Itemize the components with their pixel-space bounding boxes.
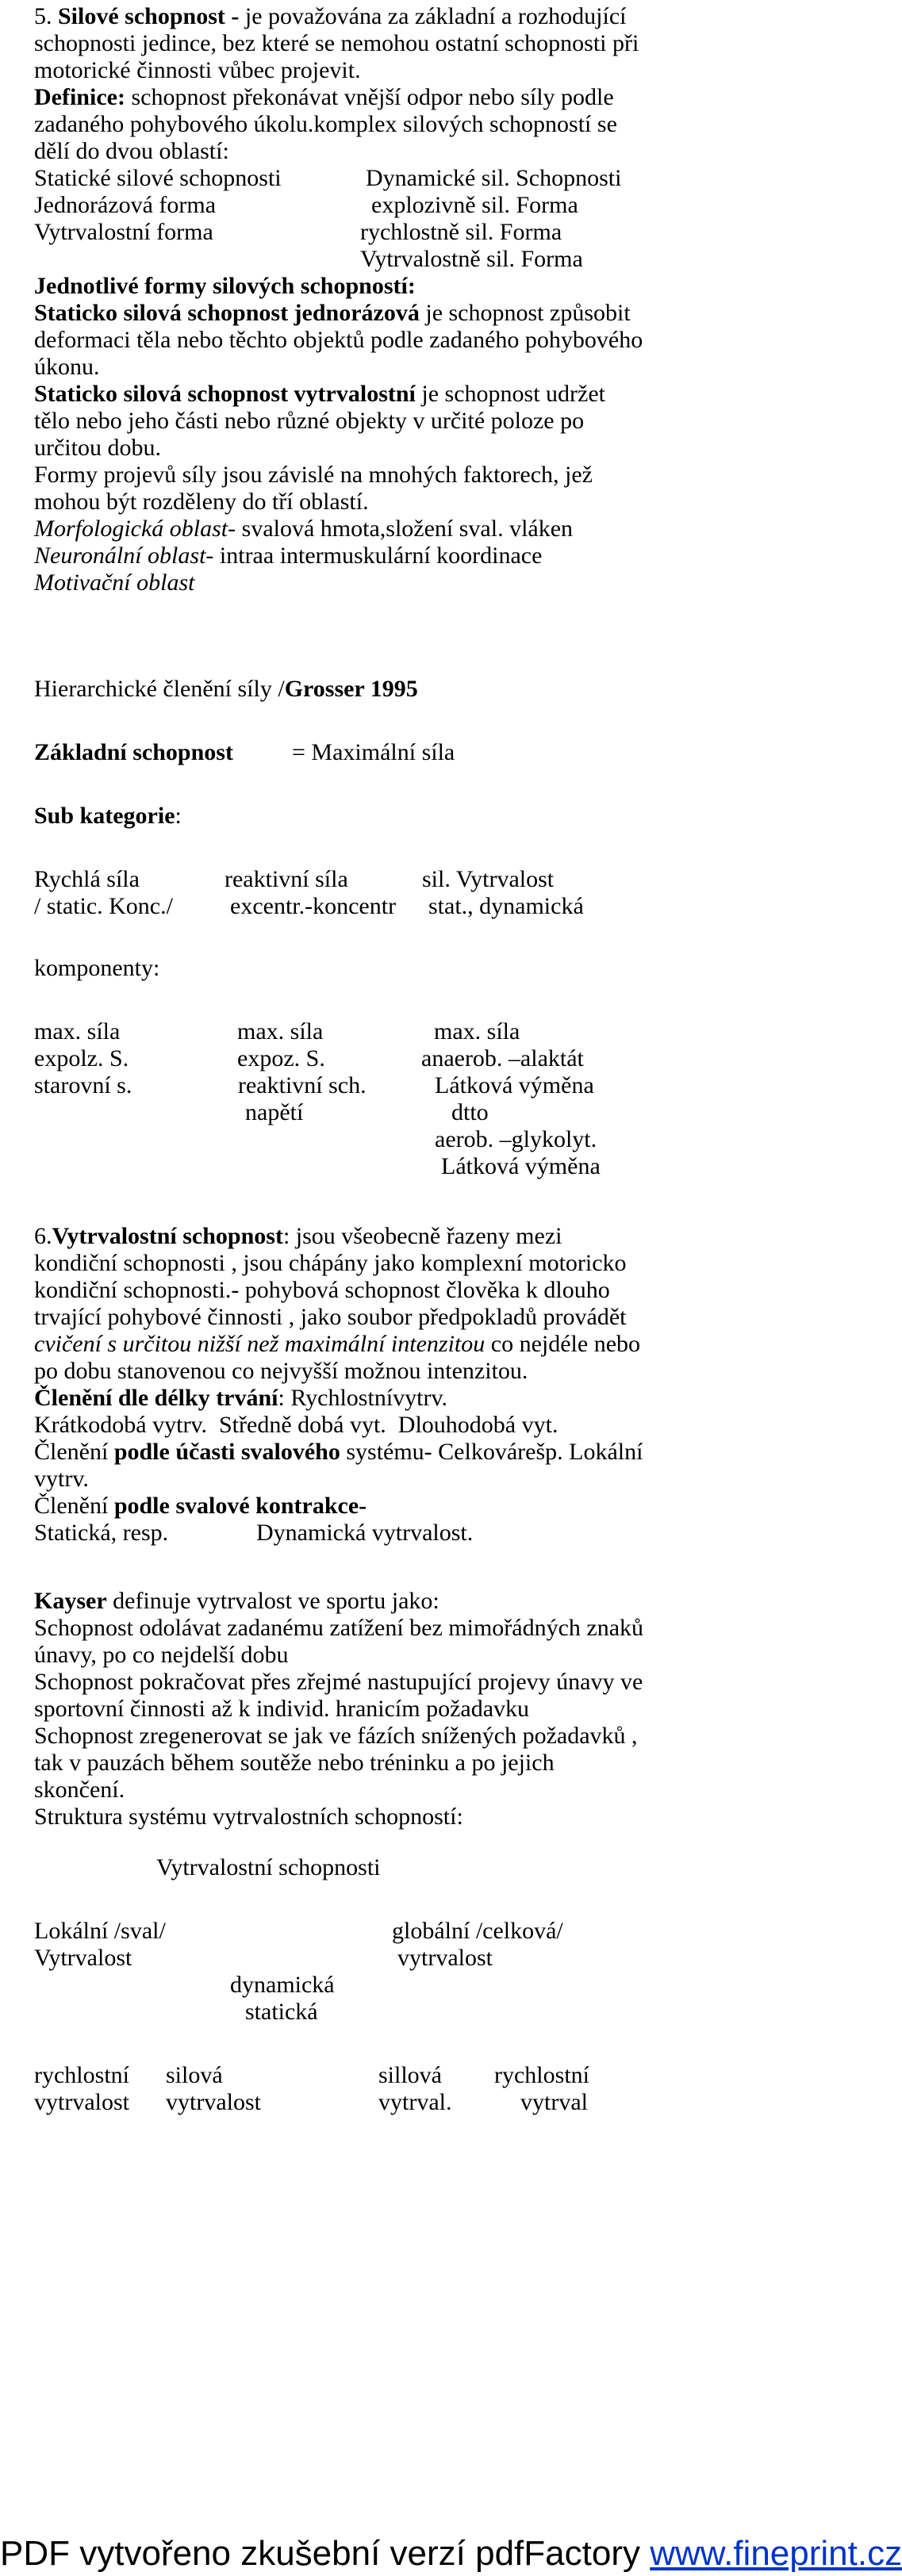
tree-node: statická (245, 1999, 318, 2025)
text-line: cvičení s určitou nižší než maximální intenzitou co nejdéle nebo (34, 1331, 641, 1357)
components-label: komponenty: (34, 955, 160, 981)
area-line: Neuronální oblast- intraa intermuskulární koordinace (34, 542, 543, 569)
basic-value: = Maximální síla (292, 739, 455, 765)
component-row (34, 1072, 732, 1099)
tree-node: dynamická (230, 1972, 335, 1998)
text-line: Krátkodobá vytrv. Středně dobá vyt. Dlouhodobá vyt. (34, 1412, 558, 1438)
text-line: Formy projevů síly jsou závislé na mnohých faktorech, jež (34, 462, 593, 488)
footer-link[interactable]: www.fineprint.cz (650, 2534, 902, 2573)
component-row (34, 1126, 732, 1153)
table-cell: Vytrvalostní forma (34, 219, 213, 245)
table-cell: Statická, resp. (34, 1520, 169, 1546)
text-line: deformaci těla nebo těchto objektů podle zadaného pohybového (34, 327, 643, 353)
tree-node: sillová (378, 2062, 442, 2088)
footer-text: PDF vytvořeno zkušební verzí pdfFactory (0, 2534, 651, 2573)
table-cell: reaktivní sch. (238, 1072, 367, 1098)
table-cell: dtto (451, 1099, 489, 1125)
text-line: Schopnost zregenerovat se jak ve fázích snížených požadavků , (34, 1723, 638, 1749)
section-heading: Jednotlivé formy silových schopností: (34, 273, 416, 299)
tree-level (34, 1918, 732, 1945)
structure-tree (34, 1854, 732, 2116)
table-cell: starovní s. (34, 1072, 132, 1098)
text-line: 5. Silové schopnost - je považována za základní a rozhodující (34, 3, 627, 29)
text-line: Kayser definuje vytrvalost ve sportu jako: (34, 1588, 439, 1614)
text-line: trvající pohybové činnosti , jako soubor předpokladů provádět (34, 1304, 627, 1330)
text-line: mohou být rozděleny do tří oblastí. (34, 489, 369, 515)
basic-label: Základní schopnost (34, 739, 233, 765)
text-line: tak v pauzách během soutěže nebo tréninku a po jejich (34, 1750, 555, 1776)
table-cell: aerob. –glykolyt. (435, 1126, 597, 1152)
text-line: Struktura systému vytrvalostních schopností: (34, 1804, 463, 1830)
table-cell: Statické silové schopnosti (34, 165, 282, 191)
tree-root (34, 1854, 732, 1881)
tree-level (34, 1999, 732, 2026)
text-line: sportovní činnosti až k individ. hranicím požadavku (34, 1696, 530, 1722)
hierarchy-title: Hierarchické členění síly /Grosser 1995 (34, 676, 418, 702)
table-cell: max. síla (237, 1018, 324, 1045)
table-cell: / static. Konc./ (34, 893, 173, 919)
tree-level (34, 1972, 732, 1999)
text-line: schopnosti jedince, bez které se nemohou ostatní schopnosti při (34, 30, 639, 56)
table-cell: stat., dynamická (428, 893, 584, 919)
table-cell: napětí (245, 1099, 304, 1125)
text-line: určitou dobu. (34, 435, 161, 461)
forms-table (34, 165, 732, 273)
text-line: Členění dle délky trvání: Rychlostnívytrv. (34, 1385, 448, 1411)
table-cell: max. síla (34, 1018, 121, 1045)
text-line: tělo nebo jeho části nebo různé objekty v určité poloze po (34, 408, 585, 434)
tree-node: vytrvalost (34, 2089, 129, 2115)
text-line: po dobu stanovenou co nejvyšší možnou intenzitou. (34, 1358, 528, 1384)
table-cell: anaerob. –alaktát (421, 1045, 584, 1071)
tree-node: vytrvalost (166, 2089, 261, 2115)
text-line: Staticko silová schopnost vytrvalostní je schopnost udržet (34, 381, 605, 407)
vytrvalost-section (34, 1223, 732, 1547)
silove-schopnosti-section (34, 3, 732, 596)
tree-level (34, 1945, 732, 1972)
component-row (34, 1153, 732, 1180)
tree-leaves (34, 2089, 732, 2116)
area-line: Motivační oblast (34, 569, 195, 596)
table-cell: Jednorázová forma (34, 192, 217, 218)
text-line: únavy, po co nejdelší dobu (34, 1642, 289, 1668)
text-line: úkonu. (34, 354, 100, 380)
area-line: Morfologická oblast- svalová hmota,složení sval. vláken (34, 516, 574, 542)
tree-node: Vytrvalostní schopnosti (156, 1854, 381, 1880)
table-cell: explozivně sil. Forma (371, 192, 578, 218)
table-cell: sil. Vytrvalost (422, 866, 555, 892)
table-cell: Látková výměna (435, 1072, 594, 1098)
text-line: Schopnost odolávat zadanému zatížení bez mimořádných znaků (34, 1615, 644, 1641)
tree-node: vytrvalost (397, 1945, 493, 1971)
component-row (34, 1099, 732, 1126)
tree-node: Vytrvalost (34, 1945, 132, 1971)
contraction-row (34, 1520, 732, 1547)
text-line: zadaného pohybového úkolu.komplex silových schopností se (34, 111, 617, 137)
basic-row (34, 739, 732, 766)
kayser-section (34, 1588, 732, 1830)
text-line: skončení. (34, 1777, 125, 1803)
text-line: 6.Vytrvalostní schopnost: jsou všeobecně řazeny mezi (34, 1223, 562, 1249)
table-cell: Dynamická vytrvalost. (256, 1520, 474, 1546)
component-row (34, 1045, 732, 1072)
sub-row (34, 866, 732, 893)
tree-node: vytrval. (378, 2089, 452, 2115)
definition-line: Definice: schopnost překonávat vnější odpor nebo síly podle (34, 84, 614, 110)
text-line: Schopnost pokračovat přes zřejmé nastupující projevy únavy ve (34, 1669, 643, 1695)
table-cell: Vytrvalostně sil. Forma (360, 246, 583, 272)
table-cell: expolz. S. (34, 1045, 129, 1071)
tree-leaves (34, 2062, 732, 2089)
table-cell: Látková výměna (441, 1153, 601, 1179)
tree-node: rychlostní (494, 2062, 589, 2088)
table-cell: Rychlá síla (34, 866, 140, 892)
table-cell: max. síla (434, 1018, 520, 1045)
tree-node: silová (166, 2062, 223, 2088)
tree-node: rychlostní (34, 2062, 129, 2088)
tree-node: vytrval (520, 2089, 588, 2115)
text-line: Členění podle účasti svalového systému- Celkovárešp. Lokální (34, 1439, 643, 1465)
sub-category-label: Sub kategorie: (34, 803, 182, 829)
hierarchy-section (34, 676, 732, 1180)
tree-node: globální /celková/ (392, 1918, 563, 1944)
table-cell: expoz. S. (237, 1045, 325, 1071)
text-line: vytrv. (34, 1466, 89, 1492)
component-row (34, 1018, 732, 1045)
table-cell: rychlostně sil. Forma (360, 219, 562, 245)
table-cell: Dynamické sil. Schopnosti (366, 165, 622, 191)
text-line: Staticko silová schopnost jednorázová je schopnost způsobit (34, 300, 631, 326)
sub-row (34, 893, 732, 920)
text-line: kondiční schopnosti , jsou chápány jako komplexní motoricko (34, 1250, 627, 1276)
pdf-watermark-footer (0, 2534, 902, 2573)
text-line: dělí do dvou oblastí: (34, 138, 229, 164)
text-line: Členění podle svalové kontrakce- (34, 1493, 367, 1519)
tree-node: Lokální /sval/ (34, 1918, 166, 1944)
text-line: motorické činnosti vůbec projevit. (34, 57, 361, 83)
table-cell: reaktivní síla (225, 866, 348, 892)
table-cell: excentr.-koncentr (230, 893, 397, 919)
text-line: kondiční schopnosti.- pohybová schopnost člověka k dlouho (34, 1277, 610, 1303)
